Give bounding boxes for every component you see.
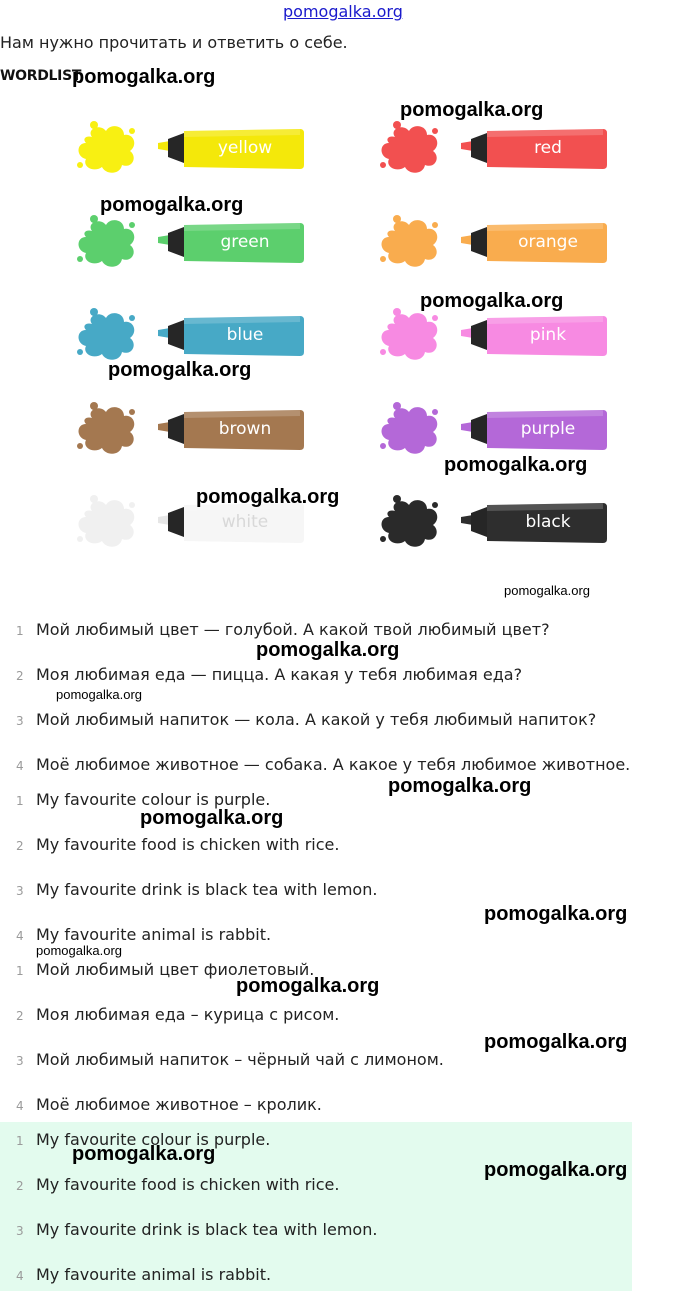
watermark-text: pomogalka.org — [108, 359, 252, 381]
row-number: 4 — [16, 1099, 24, 1113]
marker-label-orange: orange — [518, 232, 578, 252]
row-number: 3 — [16, 1224, 24, 1238]
answer-en-row — [0, 790, 632, 820]
row-number: 2 — [16, 1179, 24, 1193]
row-number: 1 — [16, 1134, 24, 1148]
marker-label-purple: purple — [520, 419, 576, 439]
watermark-text: pomogalka.org — [256, 639, 400, 661]
row-text: Моё любимое животное — собака. А какое у тебя любимое животное. — [36, 755, 631, 774]
row-text: Моя любимая еда – курица с рисом. — [36, 1005, 340, 1024]
row-number: 4 — [16, 929, 24, 943]
swatch-red — [375, 113, 615, 183]
wordlist-label: WORDLIST — [0, 68, 82, 84]
marker-label-black: black — [525, 512, 571, 532]
watermark-text: pomogalka.org — [484, 1159, 628, 1181]
swatch-green — [72, 207, 312, 277]
watermark-text: pomogalka.org — [484, 903, 628, 925]
watermark-text: pomogalka.org — [72, 66, 216, 88]
row-text: Мой любимый напиток — кола. А какой у тебя любимый напиток? — [36, 710, 597, 729]
intro-text: Нам нужно прочитать и ответить о себе. — [0, 33, 348, 52]
row-number: 2 — [16, 1009, 24, 1023]
row-text: My favourite colour is purple. — [36, 1130, 271, 1149]
swatch-yellow — [72, 113, 312, 183]
row-number: 4 — [16, 759, 24, 773]
watermark-text: pomogalka.org — [140, 807, 284, 829]
marker-label-yellow: yellow — [217, 138, 273, 158]
row-text: My favourite food is chicken with rice. — [36, 1175, 340, 1194]
watermark-text: pomogalka.org — [72, 1143, 216, 1165]
row-number: 3 — [16, 714, 24, 728]
row-text: My favourite animal is rabbit. — [36, 1265, 272, 1284]
row-text: My favourite food is chicken with rice. — [36, 835, 340, 854]
answer-en-row — [0, 835, 632, 865]
marker-label-pink: pink — [529, 325, 567, 345]
watermark-text: pomogalka.org — [444, 454, 588, 476]
watermark-text: pomogalka.org — [100, 194, 244, 216]
answer-ru-row — [0, 1095, 632, 1125]
watermark-text: pomogalka.org — [236, 975, 380, 997]
swatch-black — [375, 487, 615, 557]
row-text: My favourite drink is black tea with lemon. — [36, 1220, 378, 1239]
watermark-text: pomogalka.org — [484, 1031, 628, 1053]
row-number: 1 — [16, 794, 24, 808]
answer-final-row — [0, 1220, 632, 1250]
row-number: 2 — [16, 839, 24, 853]
marker-label-blue: blue — [226, 325, 264, 345]
row-text: My favourite animal is rabbit. — [36, 925, 272, 944]
marker-label-white: white — [221, 512, 269, 532]
row-number: 1 — [16, 964, 24, 978]
question-ru-row — [0, 710, 632, 740]
question-ru-row — [0, 755, 632, 785]
watermark-text: pomogalka.org — [388, 775, 532, 797]
watermark-text: pomogalka.org — [56, 687, 142, 702]
watermark-text: pomogalka.org — [420, 290, 564, 312]
row-text: Мой любимый напиток – чёрный чай с лимоном. — [36, 1050, 444, 1069]
row-number: 4 — [16, 1269, 24, 1283]
watermark-text: pomogalka.org — [400, 99, 544, 121]
watermark-text: pomogalka.org — [36, 943, 122, 958]
row-number: 3 — [16, 884, 24, 898]
row-number: 3 — [16, 1054, 24, 1068]
row-text: Моя любимая еда — пицца. А какая у тебя любимая еда? — [36, 665, 523, 684]
watermark-text: pomogalka.org — [196, 486, 340, 508]
swatch-brown — [72, 394, 312, 464]
row-text: My favourite colour is purple. — [36, 790, 271, 809]
row-text: Моё любимое животное – кролик. — [36, 1095, 322, 1114]
row-number: 1 — [16, 624, 24, 638]
row-text: Мой любимый цвет — голубой. А какой твой любимый цвет? — [36, 620, 550, 639]
row-text: Мой любимый цвет фиолетовый. — [36, 960, 315, 979]
answer-ru-row — [0, 1050, 632, 1080]
row-text: My favourite drink is black tea with lemon. — [36, 880, 378, 899]
marker-label-red: red — [534, 138, 562, 158]
marker-label-brown: brown — [218, 419, 272, 439]
row-number: 2 — [16, 669, 24, 683]
watermark-text: pomogalka.org — [504, 583, 590, 598]
top-site-link[interactable]: pomogalka.org — [283, 2, 403, 21]
swatch-orange — [375, 207, 615, 277]
marker-label-green: green — [220, 232, 270, 252]
